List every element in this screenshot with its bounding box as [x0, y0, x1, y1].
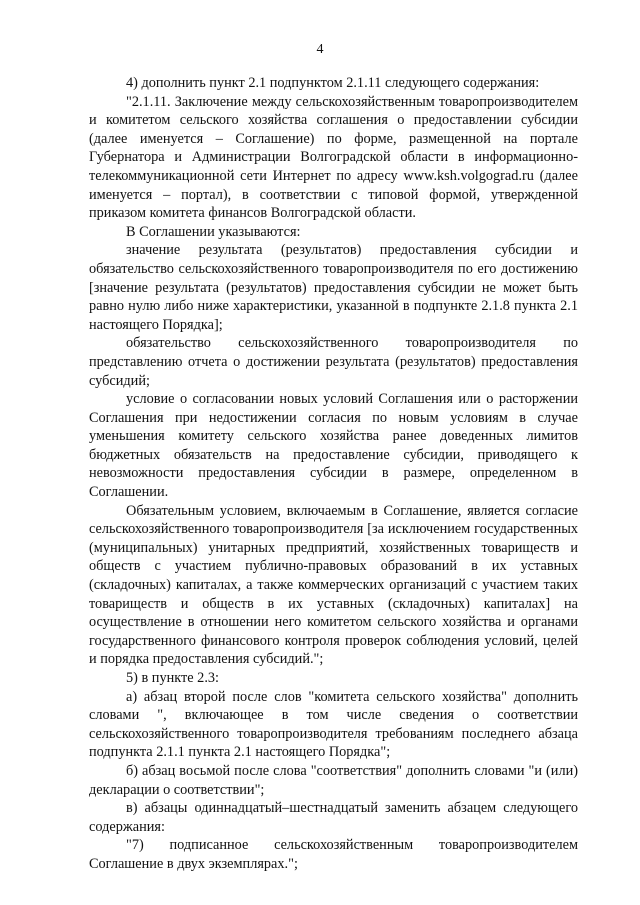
paragraph-subclause-2-1-11: "2.1.11. Заключение между сельскохозяйственным товаропроизводителем и комитетом сельского хозяйства соглашения о предоставлении субсидии (далее именуется – Соглашение) по форме, размещенной на портале Губернатора и Администрации Волгоградской области в информационно-телекоммуникационной сети Интернет по адресу www.ksh.volgograd.ru (далее именуется – портал), в соответствии с типовой формой, утвержденной приказом комитета финансов Волгоградской области. [89, 93, 578, 222]
paragraph-amendment-4: 4) дополнить пункт 2.1 подпунктом 2.1.11 следующего содержания: [126, 75, 540, 91]
document-body [89, 74, 578, 874]
paragraph-renegotiation-condition: условие о согласовании новых условий Соглашения или о расторжении Соглашения при недостижении согласия по новым условиям в случае уменьшения комитету сельского хозяйства ранее доведенных лимитов бюджетных обязательств на предоставление субсидии, приводящего к невозможности предоставления субсидии в размере, определенном в Соглашении. [89, 391, 578, 501]
paragraph-item-a: а) абзац второй после слов "комитета сельского хозяйства" дополнить словами ", включающее в том числе сведения о соответствии сельскохозяйственного товаропроизводителя требованиям последнего абзаца подпункта 2.1.1 пункта 2.1 настоящего Порядка"; [89, 688, 578, 761]
paragraph-mandatory-condition: Обязательным условием, включаемым в Соглашение, является согласие сельскохозяйственного товаропроизводителя [за исключением государственных (муниципальных) унитарных предприятий, хозяйственных товариществ и обществ с участием публично-правовых образований в их уставных (складочных) капиталах, а также коммерческих организаций с участием таких товариществ и обществ в их уставных (складочных) капиталах] на осуществление в отношении него комитетом сельского хозяйства и органами государственного финансового контроля проверок соблюдения условий, целей и порядка предоставления субсидий."; [89, 502, 578, 668]
paragraph-item-7: "7) подписанное сельскохозяйственным товаропроизводителем Соглашение в двух экземплярах."; [89, 837, 578, 872]
paragraph-item-b: б) абзац восьмой после слова "соответствия" дополнить словами "и (или) декларации о соответствии"; [89, 762, 578, 798]
paragraph-reporting-obligation: обязательство сельскохозяйственного товаропроизводителя по представлению отчета о достижении результата (результатов) предоставления субсидий; [89, 335, 578, 389]
page-number: 4 [316, 42, 324, 57]
paragraph-result-value: значение результата (результатов) предоставления субсидии и обязательство сельскохозяйственного товаропроизводителя по его достижению [значение результата (результатов) предоставления субсидии не может быть равно нулю либо ниже характеристики, указанной в подпункте 2.1.8 пункта 2.1 настоящего Порядка]; [89, 242, 578, 333]
paragraph-item-v: в) абзацы одиннадцатый–шестнадцатый заменить абзацем следующего содержания: [89, 800, 578, 835]
paragraph-agreement-contents-intro: В Соглашении указываются: [126, 223, 301, 240]
paragraph-amendment-5: 5) в пункте 2.3: [126, 670, 220, 686]
